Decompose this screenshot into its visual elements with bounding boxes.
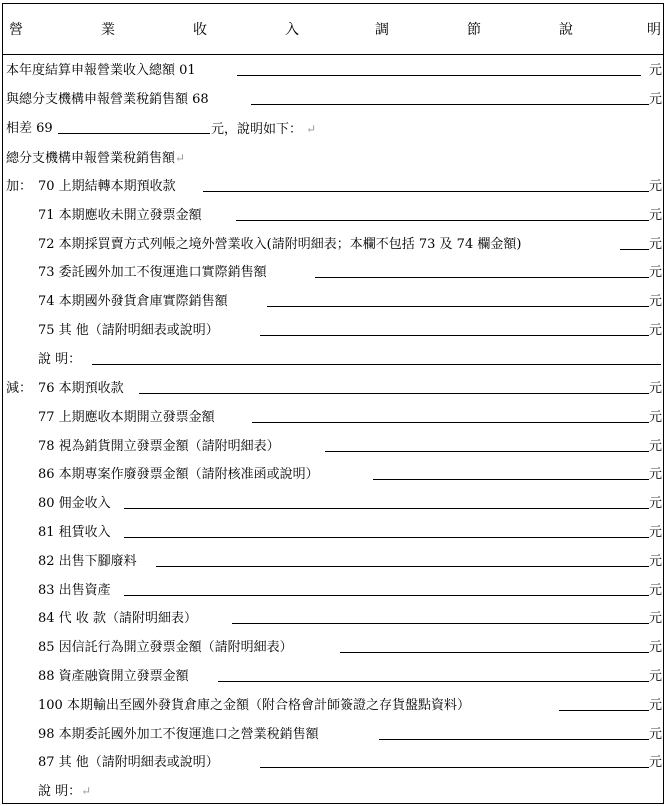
subtract-item-label: 88 資產融資開立發票金額 xyxy=(38,669,189,684)
add-item xyxy=(3,234,663,256)
add-item-amount-field[interactable] xyxy=(236,220,649,221)
add-item-amount-field[interactable] xyxy=(315,277,649,278)
add-item-label: 73 委託國外加工不復運進口實際銷售額 xyxy=(38,265,267,281)
total-revenue-field[interactable] xyxy=(237,75,641,76)
unit-label: 元 xyxy=(648,236,662,252)
difference-field[interactable] xyxy=(58,133,210,134)
add-item xyxy=(3,320,663,342)
subtract-item-amount-field[interactable] xyxy=(379,739,649,740)
subtract-item-label: 82 出售下腳廢料 xyxy=(38,553,137,569)
header-char: 節 xyxy=(467,22,481,38)
subtract-item xyxy=(3,695,663,717)
subtract-item-label: 84 代 收 款（請附明細表） xyxy=(38,611,197,627)
return-mark-icon: ↵ xyxy=(81,784,92,798)
unit-label: 元 xyxy=(648,669,662,684)
unit-label: 元 xyxy=(648,207,662,223)
header-char: 說 xyxy=(559,22,573,38)
total-revenue-label: 本年度結算申報營業收入總額 01 xyxy=(6,63,196,78)
unit-label: 元 xyxy=(648,323,662,338)
add-item-amount-field[interactable] xyxy=(267,306,649,307)
unit-label: 元 xyxy=(648,755,662,771)
add-item-label: 72 本期採買賣方式列帳之境外營業收入(請附明細表；本欄不包括 73 及 74 欄金額) xyxy=(38,236,522,252)
unit-label: 元 xyxy=(648,409,662,425)
subtract-item-label: 80 佣金收入 xyxy=(38,496,111,512)
subtract-item-amount-field[interactable] xyxy=(124,537,649,538)
subtract-item-amount-field[interactable] xyxy=(373,479,649,480)
subtract-item-amount-field[interactable] xyxy=(156,566,649,567)
subtract-item xyxy=(3,666,663,688)
subtract-item-label: 100 本期輸出至國外發貨倉庫之金額（附合格會計師簽證之存貨盤點資料） xyxy=(38,697,470,713)
header-char: 入 xyxy=(285,22,299,38)
header-char: 明 xyxy=(647,22,661,38)
header-char: 收 xyxy=(193,22,207,38)
unit-label: 元 xyxy=(648,496,662,512)
form-header xyxy=(3,4,663,55)
unit-label: 元 xyxy=(648,467,662,483)
return-mark-icon: ↵ xyxy=(306,122,317,136)
section-title: 總分支機構申報營業稅銷售額 xyxy=(6,151,176,166)
subtract-item-amount-field[interactable] xyxy=(260,767,649,768)
subtract-item-label: 77 上期應收本期開立發票金額 xyxy=(38,409,215,425)
add-item xyxy=(3,205,663,227)
subtract-item-label: 78 視為銷貨開立發票金額（請附明細表） xyxy=(38,438,280,454)
subtract-item xyxy=(3,436,663,458)
sales-amount-label: 與總分支機構申報營業稅銷售額 68 xyxy=(6,92,209,107)
unit-label: 元 xyxy=(648,611,662,627)
add-item-amount-field[interactable] xyxy=(260,335,649,336)
add-item-label: 70 上期結轉本期預收款 xyxy=(38,179,176,194)
difference-suffix: 元，說明如下： xyxy=(211,122,303,137)
add-item-amount-field[interactable] xyxy=(203,191,649,192)
add-item-label: 71 本期應收未開立發票金額 xyxy=(38,207,202,223)
unit-label: 元 xyxy=(648,438,662,454)
add-note-row xyxy=(3,349,663,371)
revenue-reconciliation-form xyxy=(2,3,664,804)
subtract-item-amount-field[interactable] xyxy=(252,422,649,423)
subtract-item-label: 87 其 他（請附明細表或說明） xyxy=(38,755,219,771)
subtract-item-amount-field[interactable] xyxy=(325,451,649,452)
header-char: 營 xyxy=(9,22,23,38)
unit-label: 元 xyxy=(648,179,662,194)
subtract-item xyxy=(3,608,663,630)
subtract-item-label: 85 因信託行為開立發票金額（請附明細表） xyxy=(38,640,293,656)
unit-label: 元 xyxy=(648,640,662,656)
difference-row xyxy=(3,118,663,140)
unit-label: 元 xyxy=(648,92,662,107)
return-mark-icon: ↵ xyxy=(175,151,186,165)
subtract-item-amount-field[interactable] xyxy=(218,681,649,682)
subtract-prefix: 減： xyxy=(6,381,33,396)
subtract-item-amount-field[interactable] xyxy=(232,623,649,624)
add-item-label: 75 其 他（請附明細表或說明） xyxy=(38,323,219,338)
unit-label: 元 xyxy=(648,525,662,540)
sales-amount-row xyxy=(3,89,663,111)
unit-label: 元 xyxy=(648,265,662,281)
subtract-item xyxy=(3,522,663,544)
subtract-item-amount-field[interactable] xyxy=(124,595,649,596)
subtract-item-label: 98 本期委託國外加工不復運進口之營業稅銷售額 xyxy=(38,726,319,742)
subtract-item xyxy=(3,551,663,573)
unit-label: 元 xyxy=(648,582,662,598)
section-title-row xyxy=(3,147,663,169)
subtract-item xyxy=(3,724,663,746)
subtract-item xyxy=(3,464,663,486)
subtract-item xyxy=(3,752,663,774)
subtract-item-amount-field[interactable] xyxy=(139,393,649,394)
subtract-note-row xyxy=(3,780,663,802)
subtract-item-label: 81 租賃收入 xyxy=(38,525,111,540)
subtract-item xyxy=(3,637,663,659)
subtract-note-label: 說 明： xyxy=(38,784,82,799)
subtract-item xyxy=(3,407,663,429)
add-item xyxy=(3,291,663,313)
unit-label: 元 xyxy=(648,294,662,310)
subtract-item-amount-field[interactable] xyxy=(340,652,649,653)
subtract-item xyxy=(3,493,663,515)
add-item xyxy=(3,176,663,198)
header-char: 調 xyxy=(375,22,389,38)
add-item-amount-field[interactable] xyxy=(620,249,649,250)
add-item xyxy=(3,262,663,284)
add-note-field[interactable] xyxy=(92,364,661,365)
subtract-item-label: 83 出售資產 xyxy=(38,582,111,598)
unit-label: 元 xyxy=(648,553,662,569)
header-char: 業 xyxy=(101,22,115,38)
subtract-item xyxy=(3,378,663,400)
subtract-item-amount-field[interactable] xyxy=(124,508,649,509)
subtract-item xyxy=(3,580,663,602)
add-item-label: 74 本期國外發貨倉庫實際銷售額 xyxy=(38,294,228,310)
unit-label: 元 xyxy=(648,697,662,713)
add-note-label: 說 明： xyxy=(38,352,82,367)
unit-label: 元 xyxy=(648,63,662,78)
add-prefix: 加： xyxy=(6,179,33,194)
subtract-item-label: 86 本期專案作廢發票金額（請附核准函或說明） xyxy=(38,467,319,483)
difference-label: 相差 69 xyxy=(6,121,53,136)
subtract-item-amount-field[interactable] xyxy=(559,710,649,711)
subtract-item-label: 76 本期預收款 xyxy=(38,381,124,396)
unit-label: 元 xyxy=(648,726,662,742)
sales-amount-field[interactable] xyxy=(251,104,649,105)
total-revenue-row xyxy=(3,60,663,82)
unit-label: 元 xyxy=(648,381,662,396)
